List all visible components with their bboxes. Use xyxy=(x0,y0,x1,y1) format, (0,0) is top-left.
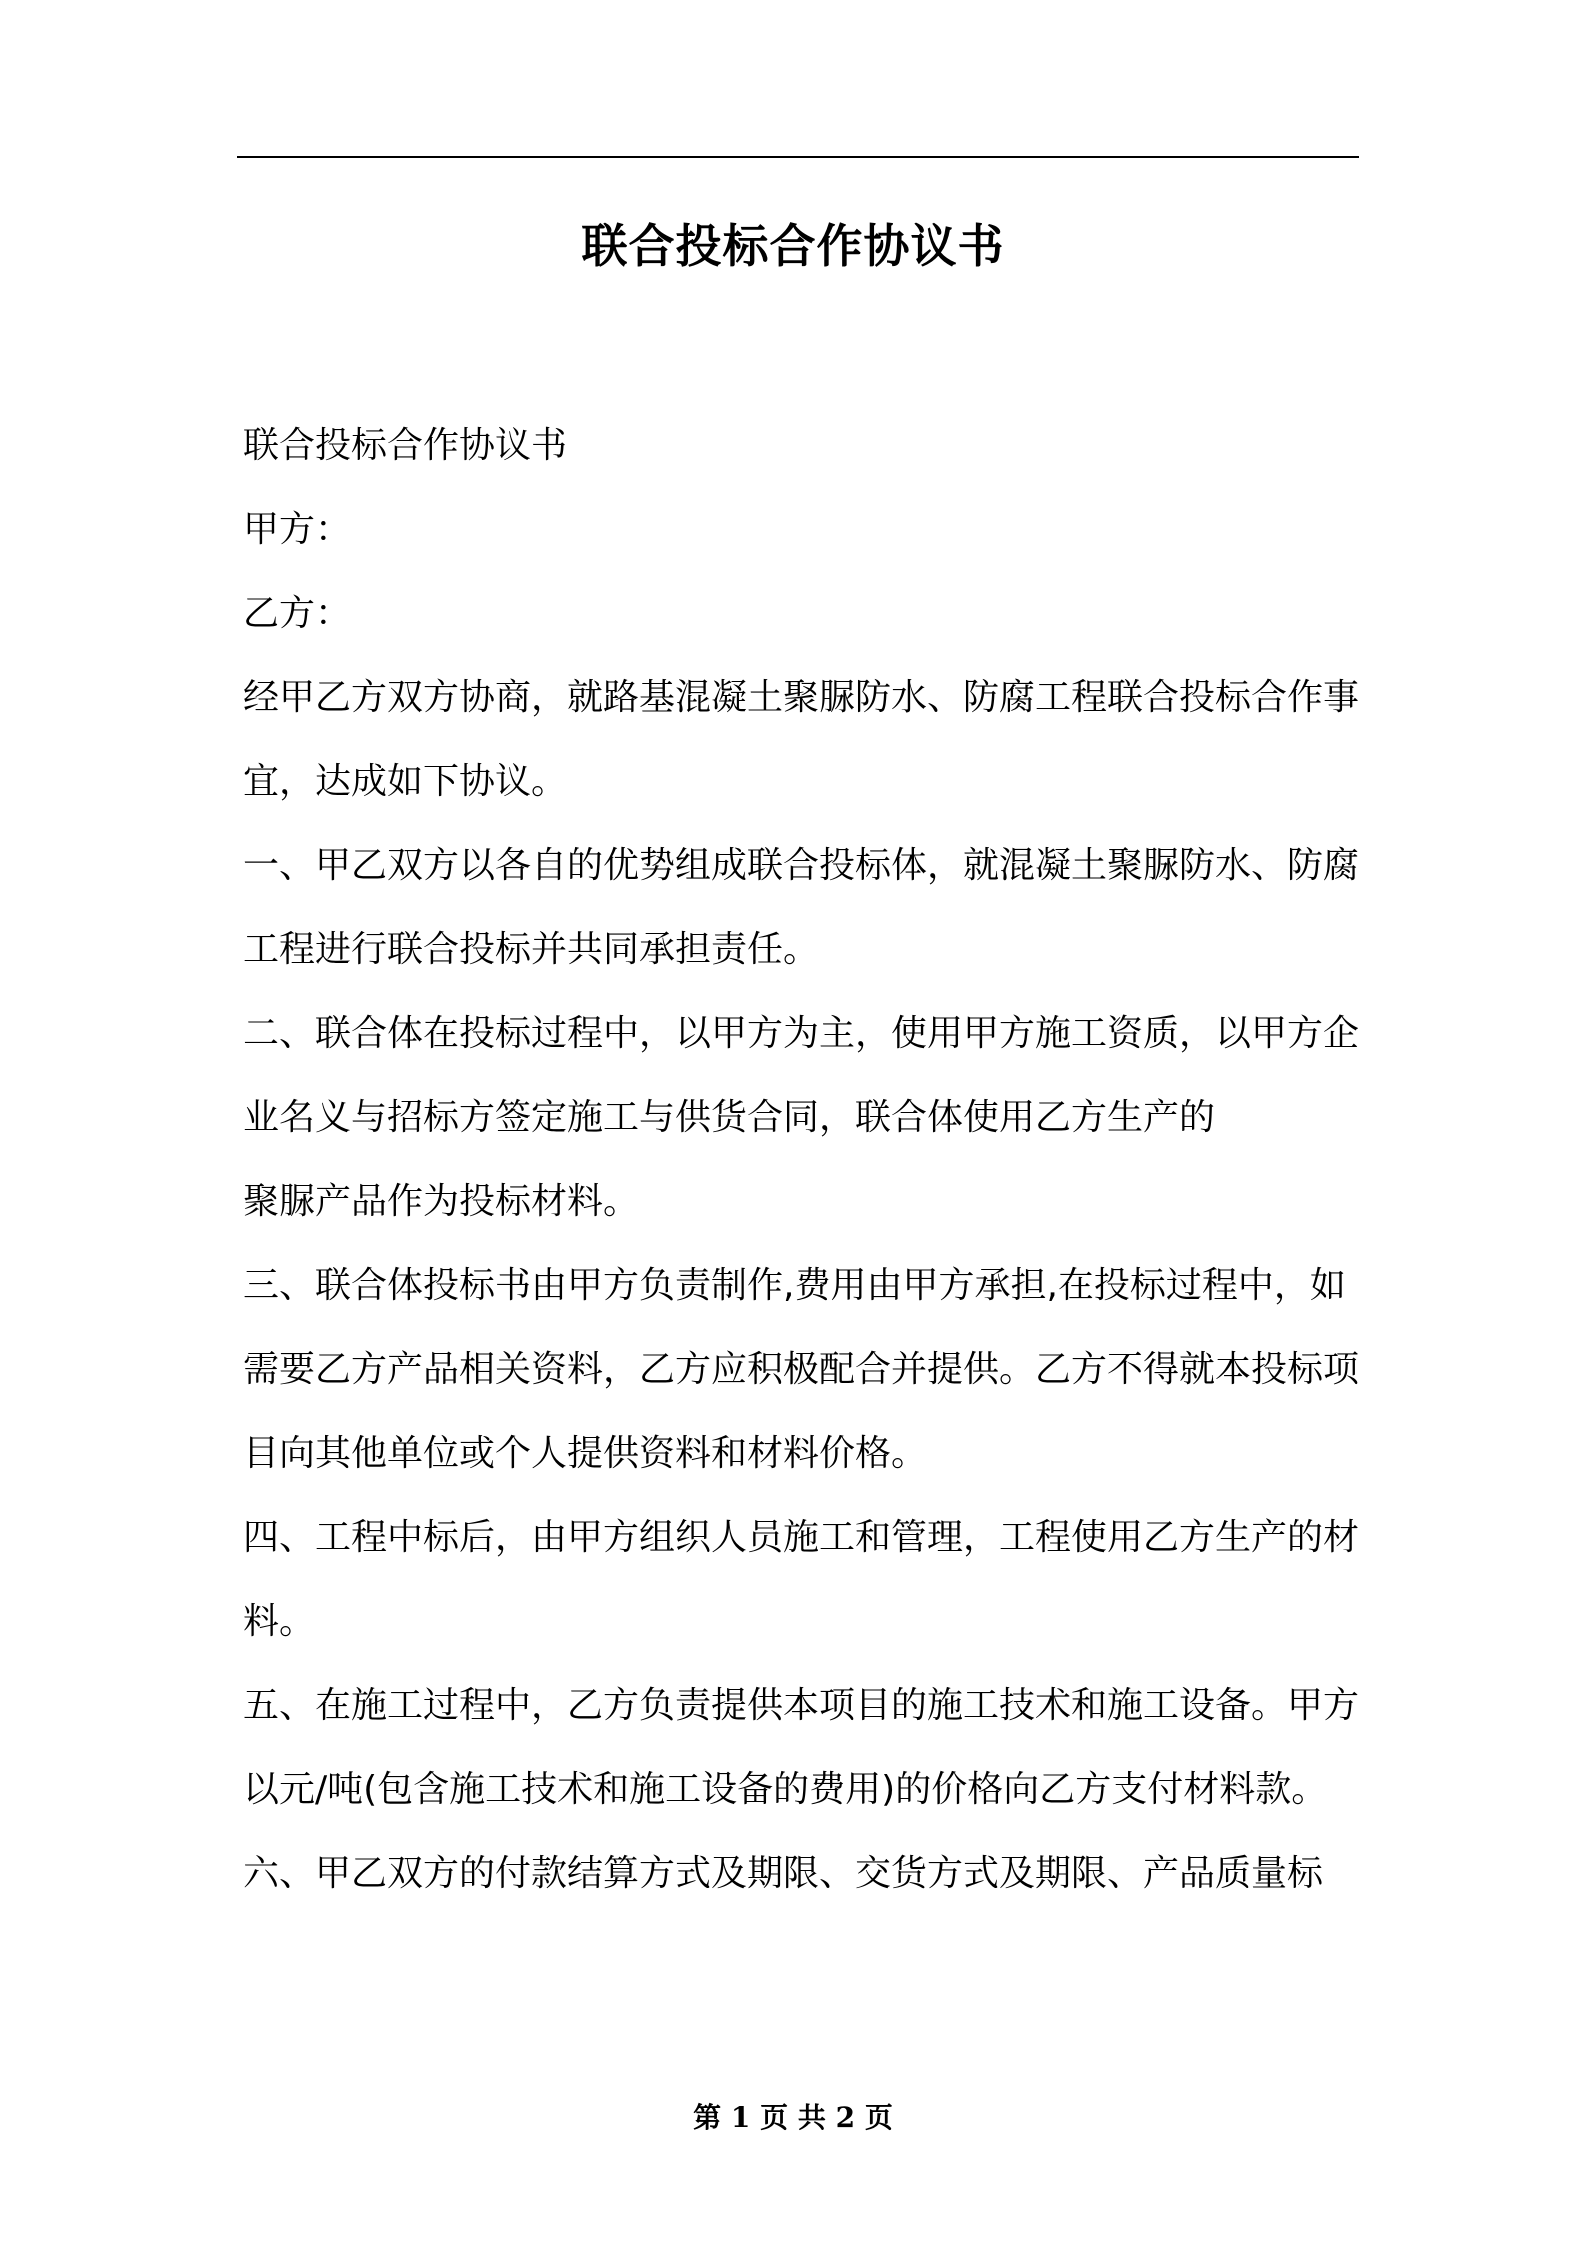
paragraph: 四、工程中标后，由甲方组织人员施工和管理，工程使用乙方生产的材料。 xyxy=(243,1517,1360,1642)
document-body xyxy=(243,404,1359,1916)
paragraph: 一、甲乙双方以各自的优势组成联合投标体，就混凝土聚脲防水、防腐工程进行联合投标并共同承担责任。 xyxy=(243,845,1360,970)
paragraph: 联合投标合作协议书 xyxy=(243,425,568,466)
header-rule xyxy=(237,156,1359,158)
paragraph: 聚脲产品作为投标材料。 xyxy=(243,1181,640,1222)
paragraph: 五、在施工过程中，乙方负责提供本项目的施工技术和施工设备。甲方以元/吨(包含施工技术和施工设备的费用)的价格向乙方支付材料款。 xyxy=(243,1685,1360,1810)
paragraph: 二、联合体在投标过程中，以甲方为主，使用甲方施工资质，以甲方企业名义与招标方签定施工与供货合同，联合体使用乙方生产的 xyxy=(243,1013,1360,1138)
paragraph: 三、联合体投标书由甲方负责制作,费用由甲方承担,在投标过程中，如需要乙方产品相关资料，乙方应积极配合并提供。乙方不得就本投标项目向其他单位或个人提供资料和材料价格。 xyxy=(243,1265,1360,1474)
paragraph: 经甲乙方双方协商，就路基混凝土聚脲防水、防腐工程联合投标合作事宜，达成如下协议。 xyxy=(243,677,1360,802)
page-footer: 第 1 页 共 2 页 xyxy=(693,2101,893,2134)
paragraph: 甲方： xyxy=(243,509,352,550)
paragraph: 乙方： xyxy=(243,593,352,634)
paragraph: 六、甲乙双方的付款结算方式及期限、交货方式及期限、产品质量标 xyxy=(243,1853,1324,1894)
document-title: 联合投标合作协议书 xyxy=(581,219,1005,273)
